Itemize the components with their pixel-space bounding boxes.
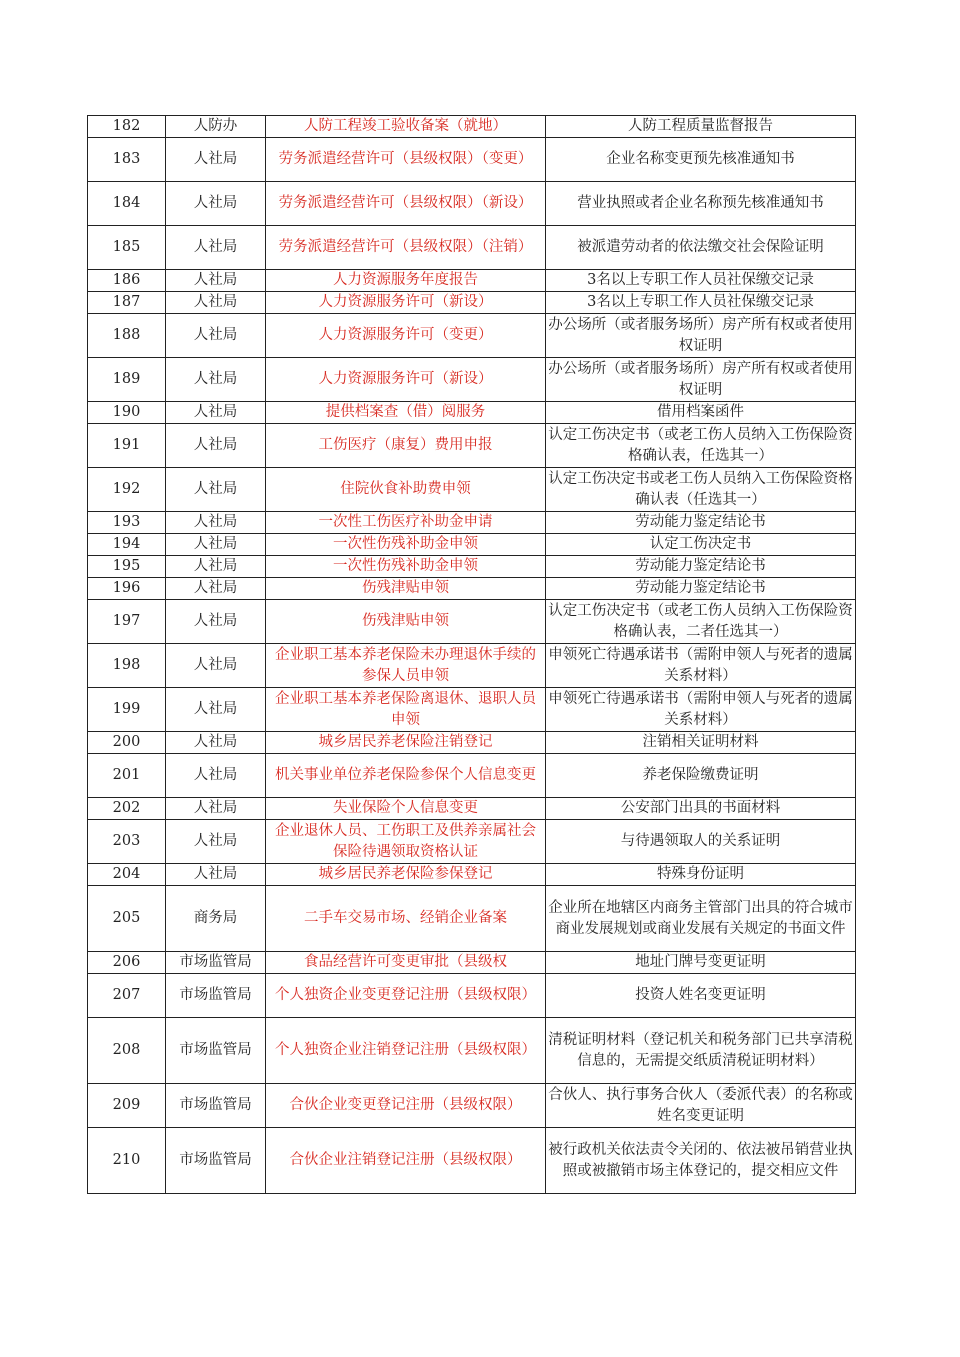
table-row <box>88 644 856 688</box>
required-material: 申领死亡待遇承诺书（需附申领人与死者的遗属关系材料） <box>546 688 856 732</box>
required-material: 人防工程质量监督报告 <box>546 116 856 138</box>
department: 人社局 <box>166 754 266 798</box>
service-item: 企业职工基本养老保险离退休、退职人员申领 <box>266 688 546 732</box>
required-material: 养老保险缴费证明 <box>546 754 856 798</box>
required-material: 劳动能力鉴定结论书 <box>546 578 856 600</box>
row-number: 193 <box>88 512 166 534</box>
table-row <box>88 732 856 754</box>
department: 人防办 <box>166 116 266 138</box>
required-material: 被行政机关依法责令关闭的、依法被吊销营业执照或被撤销市场主体登记的，提交相应文件 <box>546 1128 856 1194</box>
row-number: 184 <box>88 182 166 226</box>
service-item: 个人独资企业注销登记注册（县级权限） <box>266 1018 546 1084</box>
table-row <box>88 226 856 270</box>
table-row <box>88 886 856 952</box>
service-item: 人力资源服务许可（变更） <box>266 314 546 358</box>
required-material: 与待遇领取人的关系证明 <box>546 820 856 864</box>
department: 人社局 <box>166 534 266 556</box>
department: 人社局 <box>166 358 266 402</box>
service-item: 工伤医疗（康复）费用申报 <box>266 424 546 468</box>
row-number: 185 <box>88 226 166 270</box>
table-row <box>88 578 856 600</box>
department: 人社局 <box>166 644 266 688</box>
row-number: 199 <box>88 688 166 732</box>
service-item: 个人独资企业变更登记注册（县级权限） <box>266 974 546 1018</box>
row-number: 188 <box>88 314 166 358</box>
service-item: 食品经营许可变更审批（县级权 <box>266 952 546 974</box>
service-item: 伤残津贴申领 <box>266 578 546 600</box>
row-number: 198 <box>88 644 166 688</box>
department: 市场监管局 <box>166 1018 266 1084</box>
required-material: 申领死亡待遇承诺书（需附申领人与死者的遗属关系材料） <box>546 644 856 688</box>
table-row <box>88 688 856 732</box>
table-row <box>88 402 856 424</box>
required-material: 企业所在地辖区内商务主管部门出具的符合城市商业发展规划或商业发展有关规定的书面文件 <box>546 886 856 952</box>
row-number: 203 <box>88 820 166 864</box>
table-row <box>88 820 856 864</box>
row-number: 187 <box>88 292 166 314</box>
row-number: 191 <box>88 424 166 468</box>
row-number: 194 <box>88 534 166 556</box>
required-material: 认定工伤决定书或老工伤人员纳入工伤保险资格确认表（任选其一） <box>546 468 856 512</box>
department: 人社局 <box>166 578 266 600</box>
required-material: 劳动能力鉴定结论书 <box>546 556 856 578</box>
table-row <box>88 292 856 314</box>
table-row <box>88 600 856 644</box>
table-row <box>88 798 856 820</box>
required-material: 营业执照或者企业名称预先核准通知书 <box>546 182 856 226</box>
table-row <box>88 534 856 556</box>
table-row <box>88 116 856 138</box>
department: 人社局 <box>166 820 266 864</box>
required-material: 被派遣劳动者的依法缴交社会保险证明 <box>546 226 856 270</box>
department: 人社局 <box>166 556 266 578</box>
required-material: 企业名称变更预先核准通知书 <box>546 138 856 182</box>
row-number: 210 <box>88 1128 166 1194</box>
required-material: 认定工伤决定书 <box>546 534 856 556</box>
department: 人社局 <box>166 600 266 644</box>
required-material: 办公场所（或者服务场所）房产所有权或者使用权证明 <box>546 358 856 402</box>
service-item: 合伙企业变更登记注册（县级权限） <box>266 1084 546 1128</box>
department: 市场监管局 <box>166 952 266 974</box>
department: 人社局 <box>166 732 266 754</box>
table-body <box>88 116 856 1194</box>
row-number: 182 <box>88 116 166 138</box>
required-material: 办公场所（或者服务场所）房产所有权或者使用权证明 <box>546 314 856 358</box>
row-number: 207 <box>88 974 166 1018</box>
row-number: 205 <box>88 886 166 952</box>
required-material: 合伙人、执行事务合伙人（委派代表）的名称或姓名变更证明 <box>546 1084 856 1128</box>
service-item: 一次性工伤医疗补助金申请 <box>266 512 546 534</box>
row-number: 209 <box>88 1084 166 1128</box>
table-row <box>88 754 856 798</box>
service-item: 劳务派遣经营许可（县级权限）（变更） <box>266 138 546 182</box>
table-row <box>88 468 856 512</box>
row-number: 208 <box>88 1018 166 1084</box>
service-item: 城乡居民养老保险参保登记 <box>266 864 546 886</box>
table-row <box>88 424 856 468</box>
table-row <box>88 1018 856 1084</box>
department: 人社局 <box>166 314 266 358</box>
table-row <box>88 1084 856 1128</box>
table-row <box>88 138 856 182</box>
department: 人社局 <box>166 270 266 292</box>
department: 市场监管局 <box>166 1128 266 1194</box>
department: 人社局 <box>166 226 266 270</box>
service-item: 伤残津贴申领 <box>266 600 546 644</box>
required-material: 借用档案函件 <box>546 402 856 424</box>
table-row <box>88 314 856 358</box>
service-item: 合伙企业注销登记注册（县级权限） <box>266 1128 546 1194</box>
required-material: 劳动能力鉴定结论书 <box>546 512 856 534</box>
required-material: 公安部门出具的书面材料 <box>546 798 856 820</box>
service-item: 人力资源服务年度报告 <box>266 270 546 292</box>
table-row <box>88 556 856 578</box>
row-number: 201 <box>88 754 166 798</box>
service-items-table <box>87 115 856 1194</box>
service-item: 一次性伤残补助金申领 <box>266 556 546 578</box>
service-item: 人防工程竣工验收备案（就地） <box>266 116 546 138</box>
department: 人社局 <box>166 798 266 820</box>
service-item: 二手车交易市场、经销企业备案 <box>266 886 546 952</box>
department: 人社局 <box>166 292 266 314</box>
required-material: 3名以上专职工作人员社保缴交记录 <box>546 270 856 292</box>
row-number: 192 <box>88 468 166 512</box>
required-material: 注销相关证明材料 <box>546 732 856 754</box>
table-row <box>88 270 856 292</box>
required-material: 认定工伤决定书（或老工伤人员纳入工伤保险资格确认表，任选其一） <box>546 424 856 468</box>
row-number: 206 <box>88 952 166 974</box>
service-item: 人力资源服务许可（新设） <box>266 292 546 314</box>
required-material: 认定工伤决定书（或老工伤人员纳入工伤保险资格确认表，二者任选其一） <box>546 600 856 644</box>
service-item: 提供档案查（借）阅服务 <box>266 402 546 424</box>
row-number: 200 <box>88 732 166 754</box>
department: 人社局 <box>166 688 266 732</box>
row-number: 186 <box>88 270 166 292</box>
row-number: 197 <box>88 600 166 644</box>
row-number: 202 <box>88 798 166 820</box>
table-row <box>88 974 856 1018</box>
table-row <box>88 1128 856 1194</box>
service-item: 机关事业单位养老保险参保个人信息变更 <box>266 754 546 798</box>
table-row <box>88 182 856 226</box>
department: 人社局 <box>166 468 266 512</box>
required-material: 清税证明材料（登记机关和税务部门已共享清税信息的，无需提交纸质清税证明材料） <box>546 1018 856 1084</box>
row-number: 195 <box>88 556 166 578</box>
department: 人社局 <box>166 864 266 886</box>
table-row <box>88 358 856 402</box>
department: 商务局 <box>166 886 266 952</box>
row-number: 204 <box>88 864 166 886</box>
row-number: 183 <box>88 138 166 182</box>
service-item: 城乡居民养老保险注销登记 <box>266 732 546 754</box>
department: 市场监管局 <box>166 1084 266 1128</box>
required-material: 投资人姓名变更证明 <box>546 974 856 1018</box>
required-material: 特殊身份证明 <box>546 864 856 886</box>
row-number: 190 <box>88 402 166 424</box>
department: 人社局 <box>166 402 266 424</box>
department: 人社局 <box>166 138 266 182</box>
department: 人社局 <box>166 512 266 534</box>
required-material: 3名以上专职工作人员社保缴交记录 <box>546 292 856 314</box>
service-item: 失业保险个人信息变更 <box>266 798 546 820</box>
row-number: 189 <box>88 358 166 402</box>
required-material: 地址门牌号变更证明 <box>546 952 856 974</box>
service-item: 企业职工基本养老保险未办理退休手续的参保人员申领 <box>266 644 546 688</box>
row-number: 196 <box>88 578 166 600</box>
department: 市场监管局 <box>166 974 266 1018</box>
service-item: 劳务派遣经营许可（县级权限）（新设） <box>266 182 546 226</box>
service-item: 住院伙食补助费申领 <box>266 468 546 512</box>
table-row <box>88 952 856 974</box>
service-item: 劳务派遣经营许可（县级权限）（注销） <box>266 226 546 270</box>
service-item: 企业退休人员、工伤职工及供养亲属社会保险待遇领取资格认证 <box>266 820 546 864</box>
service-item: 一次性伤残补助金申领 <box>266 534 546 556</box>
department: 人社局 <box>166 424 266 468</box>
service-item: 人力资源服务许可（新设） <box>266 358 546 402</box>
department: 人社局 <box>166 182 266 226</box>
table-row <box>88 512 856 534</box>
table-row <box>88 864 856 886</box>
